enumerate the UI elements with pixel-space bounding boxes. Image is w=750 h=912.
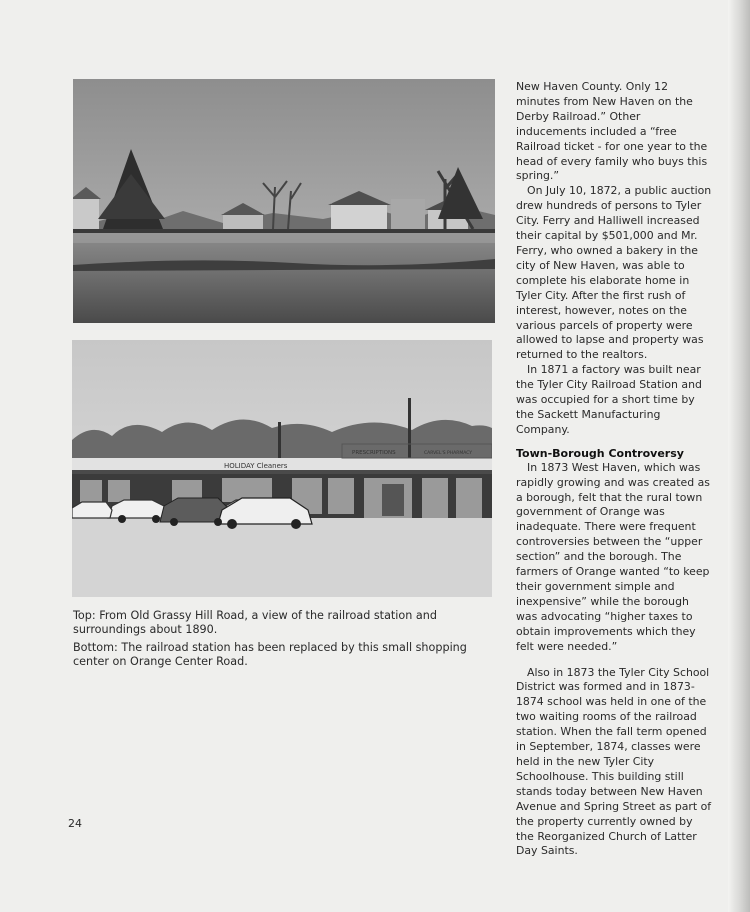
photo-shopping-center bbox=[72, 340, 492, 597]
paragraph-1: New Haven County. Only 12 minutes from New Haven on the Derby Railroad.” Other inducements included a “free Railroad ticket - for one year to the head of every family who buys this spring.” bbox=[516, 80, 708, 183]
caption-bottom: Bottom: The railroad station has been replaced by this small shopping center on Orange Center Road. bbox=[73, 640, 467, 669]
sign-holiday-cleaners: HOLIDAY Cleaners bbox=[224, 462, 288, 470]
paragraph-2: On July 10, 1872, a public auction drew hundreds of persons to Tyler City. Ferry and Halliwell increased their capital by $501,000 and Mr. Ferry, who owned a bakery in the city of New Haven, was able to complete his elaborate home in Tyler City. After the first rush of interest, however, notes on the various parcels of property were allowed to lapse and property was returned to the realtors. bbox=[516, 184, 712, 362]
section-heading: Town-Borough Controversy bbox=[516, 446, 684, 460]
body-text-column bbox=[516, 80, 712, 859]
photo-bottom-image bbox=[72, 340, 492, 597]
page-edge-shadow bbox=[728, 0, 750, 912]
paragraph-3: In 1871 a factory was built near the Tyler City Railroad Station and was occupied for a short time by the Sackett Manufacturing Company. bbox=[516, 363, 702, 436]
caption-top: Top: From Old Grassy Hill Road, a view of the railroad station and surroundings about 1890. bbox=[73, 609, 437, 637]
page-number: 24 bbox=[68, 817, 82, 830]
photo-top-image bbox=[73, 79, 495, 323]
sign-pharmacy: CARVEL'S PHARMACY bbox=[424, 451, 473, 456]
sign-prescriptions: PRESCRIPTIONS bbox=[352, 450, 396, 456]
paragraph-5: Also in 1873 the Tyler City School District was formed and in 1873-1874 school was held in one of the two waiting rooms of the railroad station. When the fall term opened in September, 1874, classes were held in the new Tyler City Schoolhouse. This building still stands today between New Haven Avenue and Spring Street as part of the property currently owned by the Reorganized Church of Latter Day Saints. bbox=[516, 665, 712, 858]
paragraph-4: In 1873 West Haven, which was rapidly growing and was created as a borough, felt that the rural town government of Orange was inadequate. There were frequent controversies between the “upper section” and the borough. The farmers of Orange wanted “to keep their government simple and inexpensive” while the borough was advocating “higher taxes to obtain improvements which they felt were needed.” bbox=[516, 460, 710, 653]
photo-railroad-station-1890 bbox=[73, 79, 495, 323]
photo-caption bbox=[73, 609, 493, 673]
